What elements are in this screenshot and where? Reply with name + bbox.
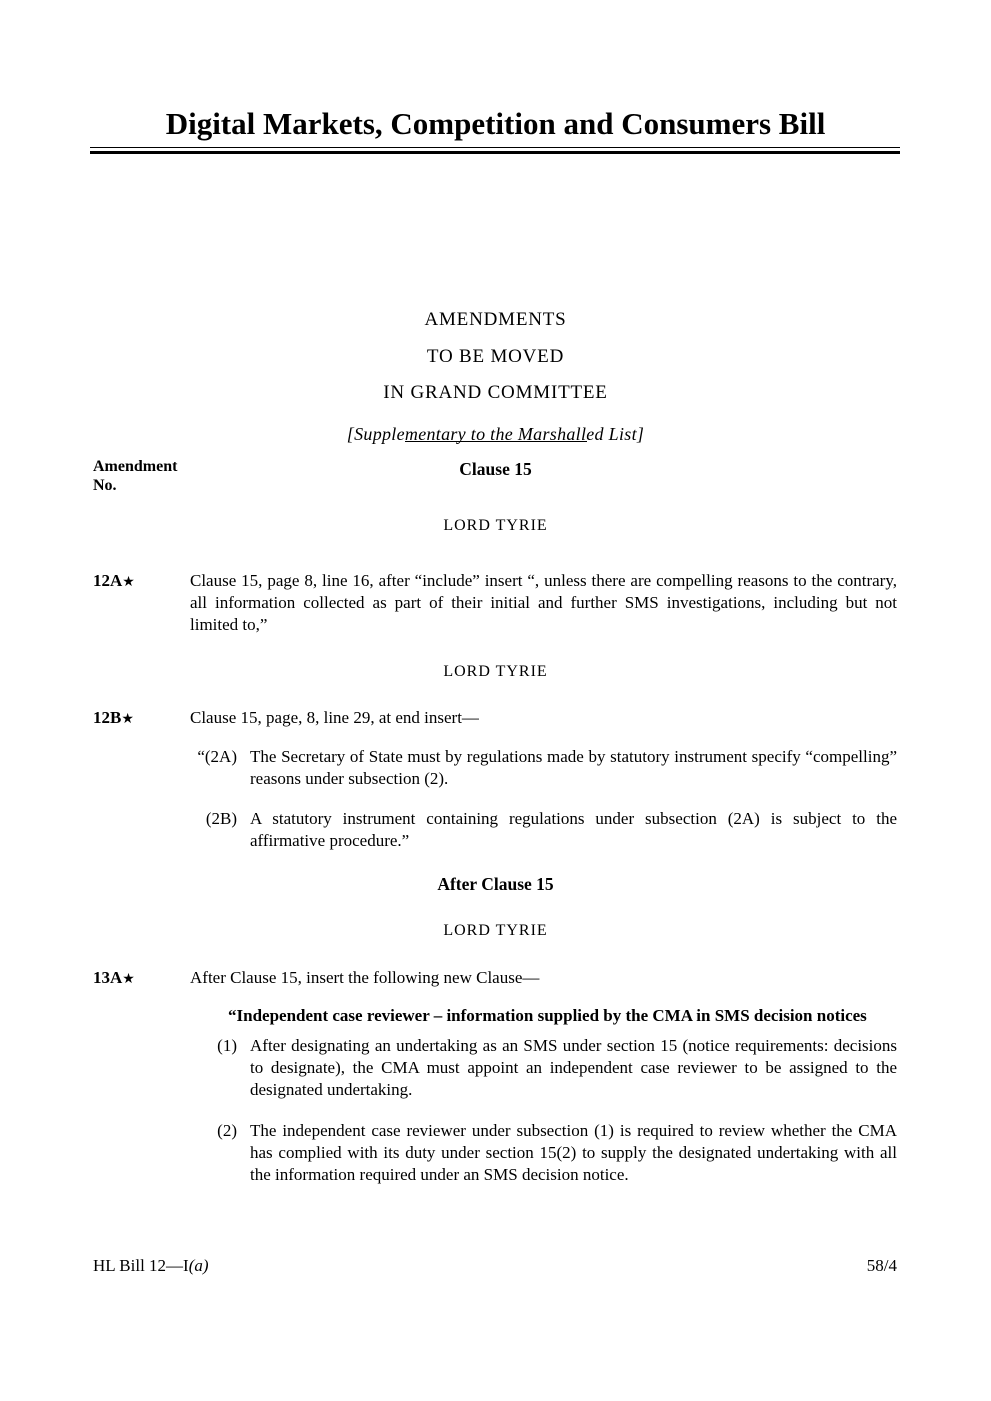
title-divider-thin-rule — [90, 147, 900, 148]
subsection-2B-text: A statutory instrument containing regulations under subsection (2A) is subject to the affirmative procedure.” — [250, 809, 897, 850]
subsection-2A-text: The Secretary of State must by regulations made by statutory instrument specify “compelling” reasons under subsection (2). — [250, 747, 897, 788]
new-amendment-star-icon: ★ — [121, 711, 134, 727]
subsection-2A — [170, 746, 897, 790]
subsection-2 — [170, 1120, 897, 1186]
amendment-12B — [93, 707, 897, 730]
amendment-number-header-row — [0, 457, 991, 497]
amendment-12B-text: Clause 15, page, 8, line 29, at end insert— — [190, 708, 479, 727]
after-clause-15-heading: After Clause 15 — [437, 874, 554, 894]
amendment-no-label-line1: Amendment — [93, 458, 178, 475]
mover-name-lord-tyrie-1: LORD TYRIE — [443, 517, 548, 534]
amendment-12B-number — [93, 707, 190, 730]
preamble-amendments: AMENDMENTS — [424, 309, 567, 330]
amendment-12A-number-text: 12A — [93, 571, 123, 590]
subsection-1-text: After designating an undertaking as an SMS under section 15 (notice requirements: decisions to designate), the CMA must appoint an independent case reviewer to be assigned to the designated undertaking. — [250, 1036, 897, 1099]
preamble-to-be-moved: TO BE MOVED — [426, 346, 565, 367]
amendment-13A-number-text: 13A — [93, 968, 123, 987]
footer-bill-reference-main: HL Bill 12—I — [93, 1256, 189, 1275]
subsection-1-label: (1) — [217, 1036, 237, 1055]
amendment-12A-number — [93, 570, 190, 636]
amendment-12B-number-text: 12B — [93, 708, 122, 727]
page-footer — [93, 1256, 897, 1276]
footer-bill-reference-suffix: (a) — [188, 1256, 209, 1275]
mover-name-lord-tyrie-2: LORD TYRIE — [443, 663, 548, 680]
footer-session-reference: 58/4 — [866, 1256, 897, 1275]
title-divider-thick-rule — [90, 151, 900, 154]
amendment-13A-text: After Clause 15, insert the following new Clause— — [190, 968, 540, 987]
amendment-12A-text: Clause 15, page 8, line 16, after “include” insert “, unless there are compelling reasons to the contrary, all information collected as part of their initial and further SMS investigations, including but not limited to,” — [190, 571, 897, 634]
new-clause-title: “Independent case reviewer – information supplied by the CMA in SMS decision notices — [228, 1006, 867, 1025]
title-divider — [90, 147, 900, 154]
subsection-2A-label: “(2A) — [197, 747, 237, 766]
amendment-12A — [93, 570, 897, 636]
amendment-no-label-line2: No. — [93, 477, 117, 494]
preamble-in-grand-committee: IN GRAND COMMITTEE — [383, 382, 608, 403]
subsection-2B — [170, 808, 897, 852]
amendment-13A-number — [93, 967, 190, 990]
clause-15-heading: Clause 15 — [459, 459, 532, 479]
amendment-no-column-label — [93, 457, 177, 495]
mover-name-lord-tyrie-3: LORD TYRIE — [443, 922, 548, 939]
supplementary-note: [Supplementary to the Marshalled List] — [346, 424, 645, 444]
page-title: Digital Markets, Competition and Consumers Bill — [165, 106, 826, 141]
subsection-1 — [170, 1035, 897, 1101]
amendment-13A — [93, 967, 897, 990]
subsection-2-label: (2) — [217, 1121, 237, 1140]
new-amendment-star-icon: ★ — [122, 971, 135, 987]
subsection-2-text: The independent case reviewer under subsection (1) is required to review whether the CMA has complied with its duty under section 15(2) to supply the designated undertaking with all the information required under an SMS decision notice. — [250, 1121, 897, 1184]
footer-bill-reference — [93, 1256, 209, 1276]
new-amendment-star-icon: ★ — [122, 574, 135, 590]
subsection-2B-label: (2B) — [205, 809, 237, 828]
